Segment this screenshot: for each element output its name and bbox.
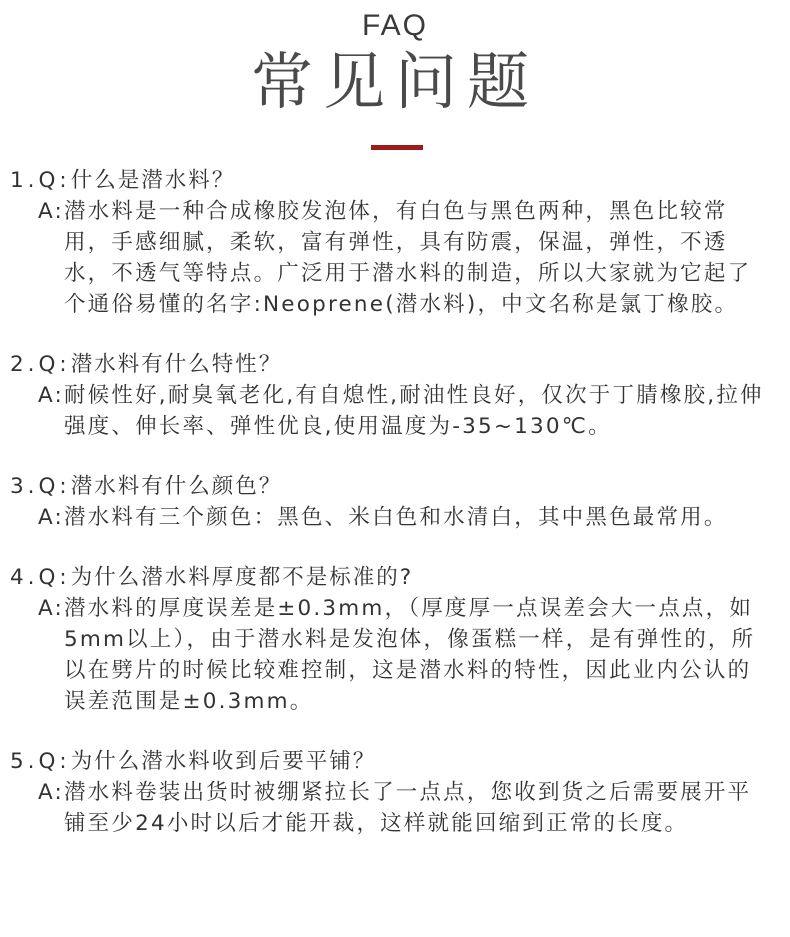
answer-text: 潜水料卷装出货时被绷紧拉长了一点点，您收到货之后需要展开平铺至少24小时以后才能开裁，这样就能回缩到正常的长度。 bbox=[63, 780, 752, 836]
question-line bbox=[0, 562, 790, 593]
question-text: 为什么潜水料厚度都不是标准的? bbox=[70, 565, 414, 590]
faq-list bbox=[0, 165, 790, 868]
question-text: 潜水料有什么特性？ bbox=[70, 352, 283, 377]
question-number: 1.Q: bbox=[10, 168, 71, 193]
answer-prefix: A: bbox=[38, 199, 64, 224]
answer-prefix: A: bbox=[38, 780, 64, 805]
faq-item-3 bbox=[0, 471, 790, 533]
faq-title-en: FAQ bbox=[361, 9, 428, 42]
answer-prefix: A: bbox=[38, 505, 64, 530]
question-number: 2.Q: bbox=[10, 352, 71, 377]
answer-text: 潜水料是一种合成橡胶发泡体，有白色与黑色两种，黑色比较常用，手感细腻，柔软，富有弹性，具有防震，保温，弹性，不透水，不透气等特点。广泛用于潜水料的制造，所以大家就为它起了个通俗易懂的名字:Neoprene(潜水料)，中文名称是氯丁橡胶。 bbox=[63, 199, 752, 317]
answer-block bbox=[0, 777, 790, 839]
question-line bbox=[0, 746, 790, 777]
question-line bbox=[0, 471, 790, 502]
question-number: 5.Q: bbox=[10, 749, 71, 774]
question-line bbox=[0, 165, 790, 196]
faq-item-1 bbox=[0, 165, 790, 320]
question-text: 什么是潜水料？ bbox=[70, 168, 236, 193]
faq-item-4 bbox=[0, 562, 790, 717]
faq-title-cn: 常见问题 bbox=[250, 45, 539, 118]
answer-prefix: A: bbox=[38, 596, 64, 621]
answer-block bbox=[0, 196, 790, 320]
question-text: 为什么潜水料收到后要平铺？ bbox=[70, 749, 377, 774]
faq-item-5 bbox=[0, 746, 790, 839]
answer-prefix: A: bbox=[38, 383, 64, 408]
title-accent-bar bbox=[371, 145, 423, 150]
answer-text: 潜水料有三个颜色：黑色、米白色和水清白，其中黑色最常用。 bbox=[63, 505, 728, 530]
question-number: 4.Q: bbox=[10, 565, 71, 590]
answer-text: 耐候性好,耐臭氧老化,有自熄性,耐油性良好，仅次于丁腈橡胶,拉伸强度、伸长率、弹性优良,使用温度为-35~130℃。 bbox=[63, 383, 764, 439]
question-line bbox=[0, 349, 790, 380]
question-number: 3.Q: bbox=[10, 474, 71, 499]
answer-text: 潜水料的厚度误差是±0.3mm，（厚度厚一点误差会大一点点，如5mm以上），由于潜水料是发泡体，像蛋糕一样，是有弹性的，所以在劈片的时候比较难控制，这是潜水料的特性，因此业内公认的误差范围是±0.3mm。 bbox=[63, 596, 756, 714]
faq-item-2 bbox=[0, 349, 790, 442]
answer-block bbox=[0, 502, 790, 533]
question-text: 潜水料有什么颜色？ bbox=[70, 474, 283, 499]
answer-block bbox=[0, 380, 790, 442]
answer-block bbox=[0, 593, 790, 717]
